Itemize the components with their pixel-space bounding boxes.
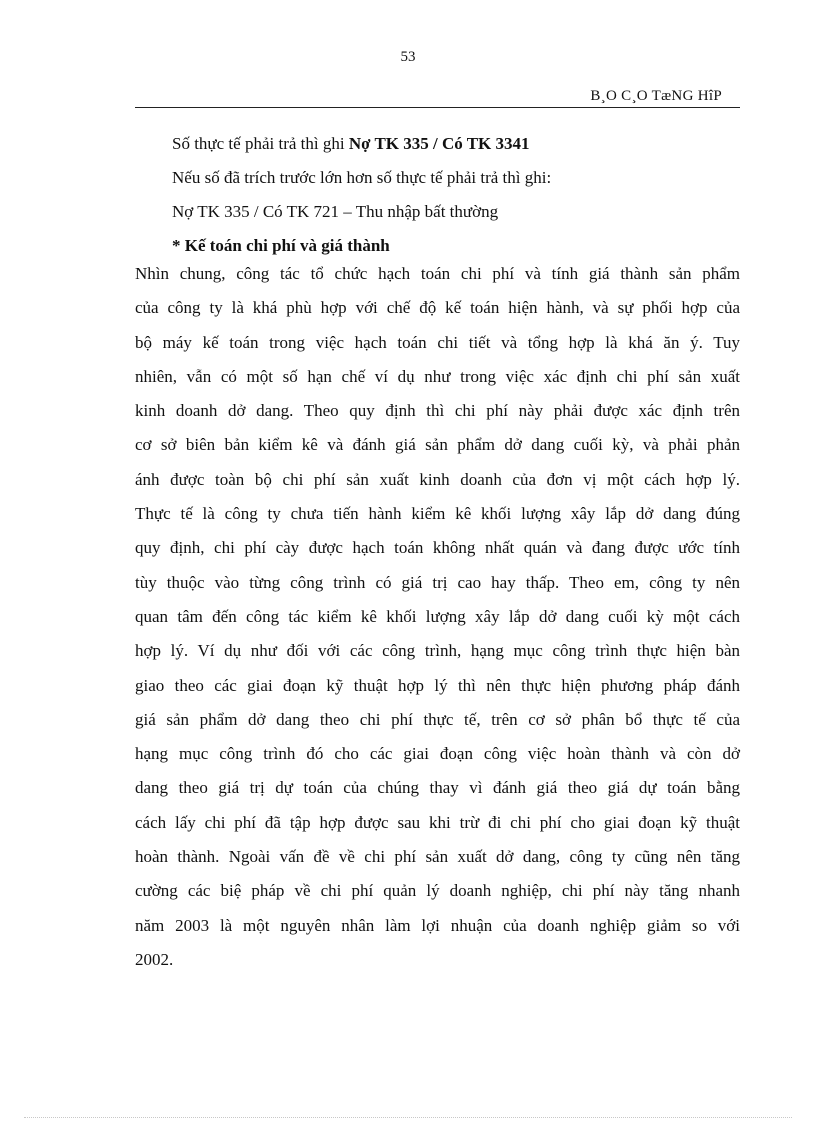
paragraph-line: hoàn thành. Ngoài vấn đề về chi phí sản xuất dở dang, công ty cũng nên tăng xyxy=(135,847,740,867)
paragraph-line: bộ máy kế toán trong việc hạch toán chi tiết và tổng hợp là khá ăn ý. Tuy xyxy=(135,332,740,352)
body-paragraph xyxy=(135,262,740,982)
section-heading: * Kế toán chi phí và giá thành xyxy=(172,236,390,255)
paragraph-line: cường các biệ pháp về chi phí quản lý doanh nghiệp, chi phí này tăng nhanh xyxy=(135,881,740,901)
entry-text: Số thực tế phải trả thì ghi xyxy=(172,134,349,153)
paragraph-line: hạng mục công trình đó cho các giai đoạn công việc hoàn thành và còn dở xyxy=(135,744,740,764)
paragraph-line: năm 2003 là một nguyên nhân làm lợi nhuận của doanh nghiệp giảm so với xyxy=(135,915,740,935)
paragraph-line-last: 2002. xyxy=(135,949,174,969)
paragraph-line: của công ty là khá phù hợp với chế độ kế toán hiện hành, và sự phối hợp của xyxy=(135,298,740,318)
paragraph-line: kinh doanh dở dang. Theo quy định thì chi phí này phải được xác định trên xyxy=(135,401,740,421)
paragraph-line: quan tâm đến công tác kiểm kê khối lượng xây lắp dở dang cuối kỳ một cách xyxy=(135,606,740,626)
entry-line-extraordinary-income: Nợ TK 335 / Có TK 721 – Thu nhập bất thường xyxy=(172,202,499,221)
footer-dotted-divider xyxy=(24,1117,792,1118)
paragraph-line: giao theo các giai đoạn kỹ thuật hợp lý thì nên thực hiện phương pháp đánh xyxy=(135,675,740,695)
paragraph-line: cách lấy chi phí đã tập hợp được sau khi trừ đi chi phí cho giai đoạn kỹ thuật xyxy=(135,812,740,832)
paragraph-line: ánh được toàn bộ chi phí sản xuất kinh doanh của đơn vị một cách hợp lý. xyxy=(135,469,740,489)
page-number: 53 xyxy=(400,49,416,65)
entry-account-bold: Nợ TK 335 / Có TK 3341 xyxy=(348,134,530,153)
paragraph-line: tùy thuộc vào từng công trình có giá trị cao hay thấp. Theo em, công ty nên xyxy=(135,572,740,592)
paragraph-line: cơ sở biên bản kiểm kê và đánh giá sản phẩm dở dang cuối kỳ, và phải phản xyxy=(135,435,740,455)
paragraph-line: Thực tế là công ty chưa tiến hành kiểm kê khối lượng xây lắp dở dang đúng xyxy=(135,504,740,524)
running-header-title: B¸O C¸O TæNG HîP xyxy=(590,88,722,104)
entry-line-actual-payable xyxy=(172,132,742,166)
paragraph-line: hợp lý. Ví dụ như đối với các công trình, hạng mục công trình thực hiện bàn xyxy=(135,641,740,661)
entry-line-condition: Nếu số đã trích trước lớn hơn số thực tế phải trả thì ghi: xyxy=(172,168,552,187)
paragraph-line: giá sản phẩm dở dang theo chi phí thực tế, trên cơ sở phân bổ thực tế của xyxy=(135,709,740,729)
paragraph-line: Nhìn chung, công tác tổ chức hạch toán chi phí và tính giá thành sản phẩm xyxy=(135,264,740,283)
paragraph-line: quy định, chi phí cày được hạch toán không nhất quán và đang được ước tính xyxy=(135,538,740,558)
paragraph-line: dang theo giá trị dự toán của chúng thay vì đánh giá theo giá dự toán bằng xyxy=(135,778,740,798)
paragraph-line: nhiên, vẫn có một số hạn chế ví dụ như trong việc xác định chi phí sản xuất xyxy=(135,366,740,386)
accounting-entries xyxy=(172,132,742,268)
header-divider xyxy=(135,107,740,108)
